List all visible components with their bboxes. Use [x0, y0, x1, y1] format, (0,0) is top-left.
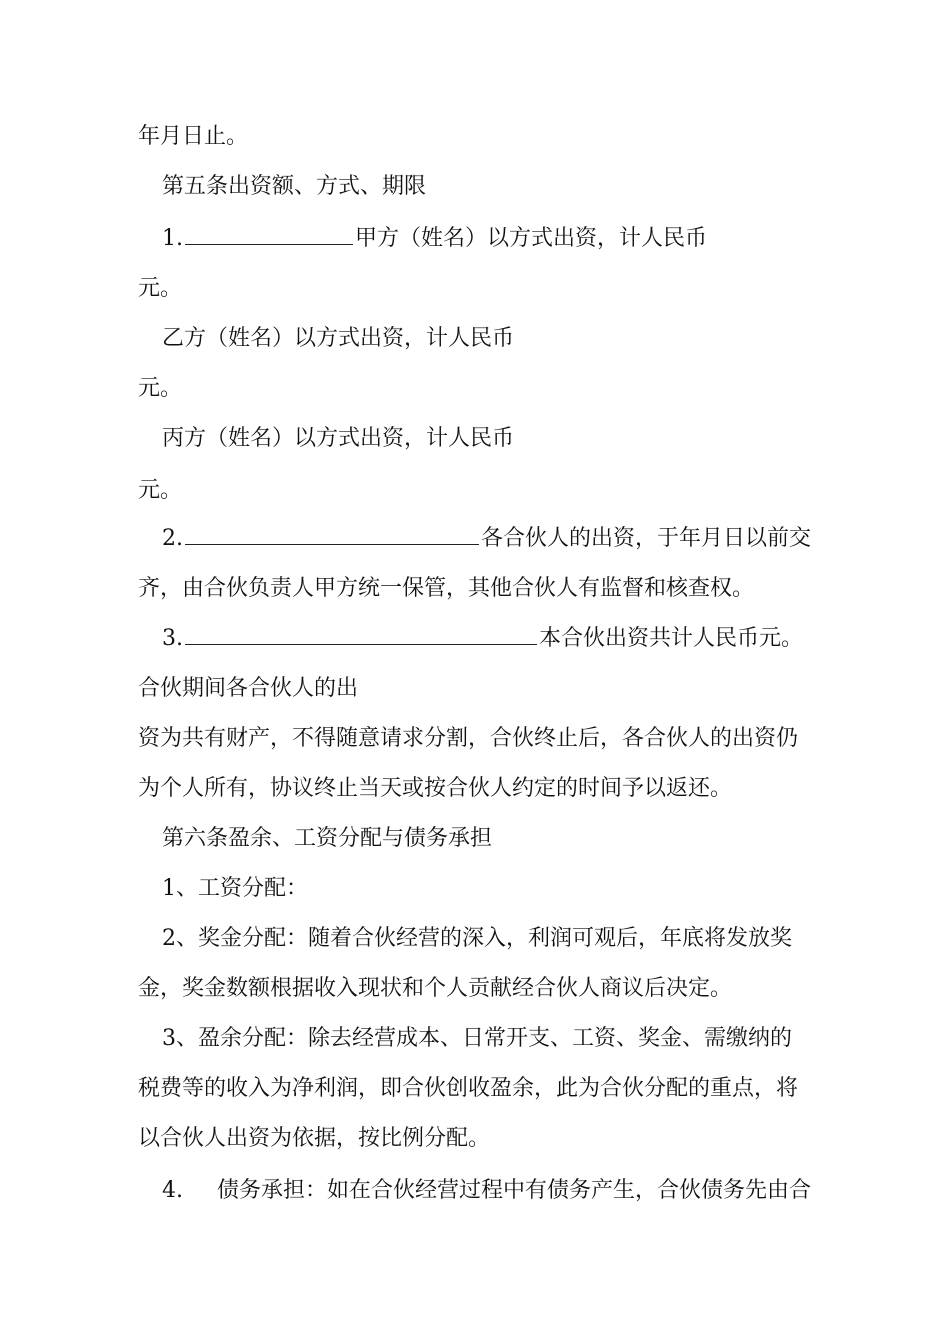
- article-heading: 第六条盈余、工资分配与债务承担: [162, 826, 493, 851]
- item-text: 债务承担：如在合伙经营过程中有债务产生，合伙债务先由合: [217, 1178, 812, 1203]
- article-heading: 第五条出资额、方式、期限: [162, 174, 427, 199]
- text-line: [162, 524, 811, 554]
- text-line: 税费等的收入为净利润，即合伙创收盈余，此为合伙分配的重点，将: [138, 1076, 799, 1101]
- text-line: 1、工资分配：: [162, 876, 308, 901]
- fill-blank: [185, 524, 479, 545]
- text-line: 合伙期间各合伙人的出: [138, 676, 359, 701]
- text-line: 为个人所有，协议终止当天或按合伙人约定的时间予以返还。: [138, 776, 733, 801]
- text-line: 2、奖金分配：随着合伙经营的深入，利润可观后，年底将发放奖: [162, 926, 792, 951]
- fill-blank: [185, 224, 353, 245]
- fill-blank: [185, 624, 537, 645]
- item-text: 本合伙出资共计人民币元。: [539, 626, 804, 651]
- text-line: 丙方（姓名）以方式出资，计人民币: [162, 426, 515, 451]
- item-number: 2.: [162, 526, 183, 551]
- text-line: 元。: [138, 276, 183, 301]
- text-line: 3、盈余分配：除去经营成本、日常开支、工资、奖金、需缴纳的: [162, 1026, 792, 1051]
- text-line: 年月日止。: [138, 124, 249, 149]
- item-number: 4.: [162, 1178, 183, 1203]
- text-line: [162, 224, 707, 254]
- text-line: [162, 1176, 811, 1206]
- item-number: 1.: [162, 226, 183, 251]
- item-text: 甲方（姓名）以方式出资，计人民币: [355, 226, 708, 251]
- text-line: 乙方（姓名）以方式出资，计人民币: [162, 326, 515, 351]
- text-line: 金，奖金数额根据收入现状和个人贡献经合伙人商议后决定。: [138, 976, 733, 1001]
- item-number: 3.: [162, 626, 183, 651]
- text-line: 资为共有财产，不得随意请求分割，合伙终止后，各合伙人的出资仍: [138, 726, 799, 751]
- text-line: 元。: [138, 376, 183, 401]
- item-text: 各合伙人的出资，于年月日以前交: [481, 526, 812, 551]
- text-line: 齐，由合伙负责人甲方统一保管，其他合伙人有监督和核查权。: [138, 576, 755, 601]
- text-line: 元。: [138, 478, 183, 503]
- text-line: 以合伙人出资为依据，按比例分配。: [138, 1126, 491, 1151]
- text-line: [162, 624, 803, 654]
